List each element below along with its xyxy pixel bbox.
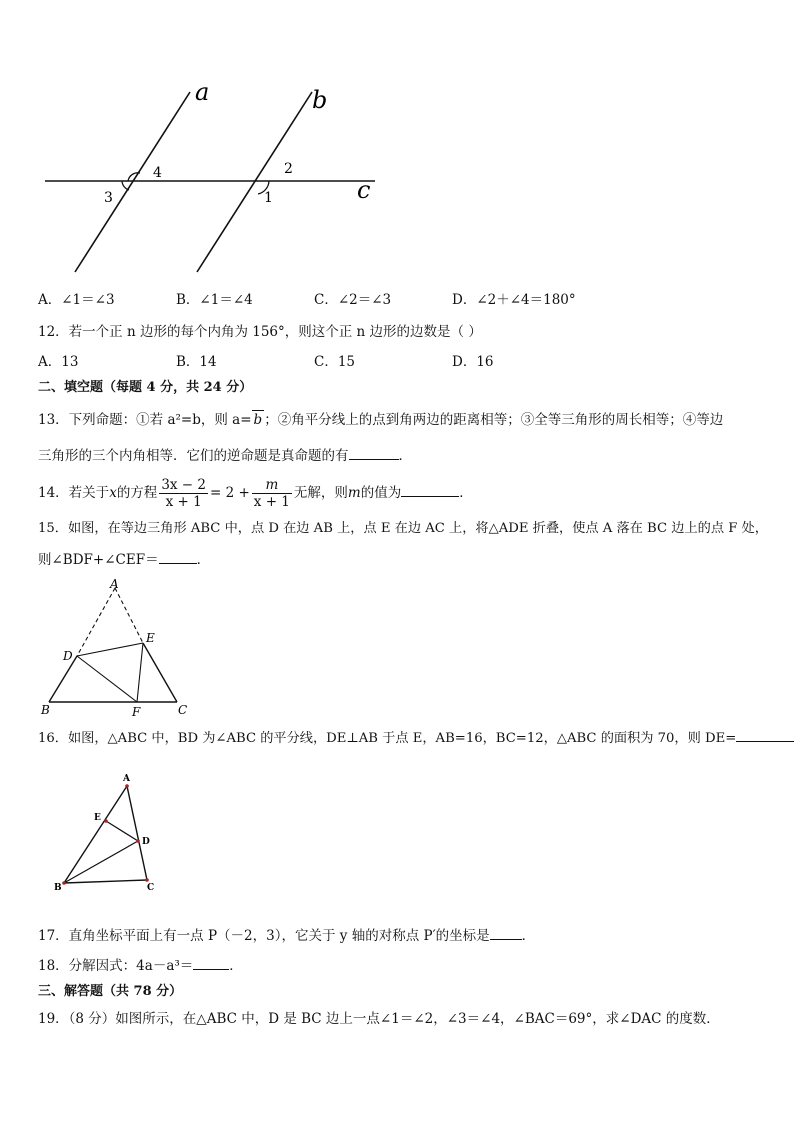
point-b (62, 881, 66, 885)
label-c: C (178, 703, 188, 717)
fraction-2 (252, 477, 292, 510)
label-d: D (63, 649, 73, 663)
side-ac (127, 786, 147, 880)
q13-line-1 (38, 410, 723, 429)
q17-end: ． (521, 928, 536, 944)
label-c: c (357, 176, 371, 204)
section-2-title: 二、填空题（每题 4 分，共 24 分） (38, 380, 253, 395)
q18-line (38, 957, 243, 975)
side-ab (64, 786, 127, 883)
label-f: F (132, 705, 141, 719)
q13-end: ． (398, 448, 412, 464)
point-e (104, 819, 108, 823)
q16-line (38, 729, 794, 748)
label-1: 1 (264, 190, 273, 206)
dashed-ae (115, 588, 143, 643)
q17-answer-blank[interactable] (490, 927, 522, 940)
line-a (75, 92, 190, 272)
q12-option-c: C．15 (314, 354, 356, 370)
q14-prefix: 14．若关于 (38, 485, 110, 501)
label-d: D (142, 837, 150, 847)
q13-line-2-text: 三角形的三个内角相等．它们的逆命题是真命题的有 (38, 448, 349, 464)
fraction-1-denominator: x + 1 (165, 494, 202, 510)
fraction-1-numerator: 3x − 2 (161, 477, 206, 493)
fraction-2-numerator: m (252, 477, 292, 494)
label-b: B (54, 883, 62, 893)
parallel-lines-figure (40, 80, 380, 276)
q18-answer-blank[interactable] (193, 957, 229, 970)
q17-line (38, 927, 535, 945)
q15-end: ． (196, 552, 211, 568)
q19-line: 19．（8 分）如图所示，在△ABC 中，D 是 BC 边上一点∠1＝∠2，∠3＝∠4，∠BAC＝69°，求∠DAC 的度数． (38, 1011, 720, 1027)
fraction-2-denominator: x + 1 (253, 494, 290, 510)
label-a: A (123, 774, 130, 784)
label-3: 3 (104, 190, 113, 206)
sqrt-b: b (253, 412, 263, 428)
line-b (197, 92, 312, 272)
q11-option-c: C．∠2＝∠3 (314, 292, 392, 308)
q15-line-2 (38, 551, 210, 569)
label-b: B (41, 703, 50, 717)
q18-end: ． (229, 958, 243, 974)
point-a (125, 784, 129, 788)
q14-mid-2: 无解，则 (293, 485, 348, 501)
segment-df (77, 656, 137, 702)
point-c (145, 878, 149, 882)
segment-bd (64, 841, 138, 883)
dashed-ad (77, 588, 115, 656)
q12-option-d: D．16 (452, 354, 494, 370)
side-bc (64, 880, 147, 883)
label-a: A (110, 577, 119, 591)
q12-option-b: B．14 (176, 354, 217, 370)
point-d (136, 839, 140, 843)
label-2: 2 (284, 161, 293, 177)
q14-end: ． (459, 485, 473, 501)
q14-mid-3: 的值为 (360, 485, 402, 501)
q15-line-1: 15．如图，在等边三角形 ABC 中，点 D 在边 AB 上，点 E 在边 AC 上，将△ADE 折叠，使点 A 落在 BC 边上的点 F 处， (38, 521, 768, 536)
q14-var-m: m (347, 485, 361, 501)
q13-line-2 (38, 447, 412, 465)
label-e: E (146, 631, 155, 645)
q16-answer-blank[interactable] (736, 729, 794, 742)
label-4: 4 (153, 165, 162, 181)
q11-option-a: A．∠1＝∠3 (38, 292, 115, 308)
side-ec (143, 643, 177, 702)
section-3-title: 三、解答题（共 78 分） (38, 984, 183, 999)
q12-stem: 12．若一个正 n 边形的每个内角为 156°，则这个正 n 边形的边数是（ ） (38, 324, 482, 340)
q14-mid-1: 的方程 (116, 485, 158, 501)
q14-line (38, 475, 473, 511)
q13-part-2: ；②角平分线上的点到角两边的距离相等；③全等三角形的周长相等；④等边 (264, 412, 724, 428)
fraction-1 (159, 477, 208, 510)
q14-var-x: x (109, 485, 117, 501)
q14-answer-blank[interactable] (401, 484, 459, 497)
label-a: a (195, 80, 210, 106)
label-b: b (312, 86, 328, 114)
q14-equals: = 2 + (210, 485, 250, 501)
q12-option-a: A．13 (38, 354, 79, 370)
q17-text: 17．直角坐标平面上有一点 P（－2，3），它关于 y 轴的对称点 P′的坐标是 (38, 928, 490, 944)
segment-de (106, 821, 138, 841)
segment-ef (137, 643, 143, 702)
q11-option-d: D．∠2＋∠4＝180° (452, 292, 576, 308)
bisector-triangle-figure (50, 770, 170, 896)
q15-answer-blank[interactable] (159, 551, 197, 564)
segment-de (77, 643, 143, 656)
q13-part-1: 13．下列命题：①若 a²=b，则 a= (38, 412, 252, 428)
fold-triangle-figure (36, 576, 196, 722)
q13-answer-blank[interactable] (349, 447, 399, 460)
q16-text: 16．如图，△ABC 中，BD 为∠ABC 的平分线，DE⊥AB 于点 E，AB=16，BC=12，△ABC 的面积为 70，则 DE= (38, 731, 737, 746)
q15-line-2-text: 则∠BDF+∠CEF＝ (38, 552, 159, 568)
q11-option-b: B．∠1＝∠4 (176, 292, 253, 308)
q18-text: 18．分解因式：4a－a³＝ (38, 958, 194, 974)
label-e: E (94, 813, 101, 823)
label-c: C (147, 883, 155, 893)
